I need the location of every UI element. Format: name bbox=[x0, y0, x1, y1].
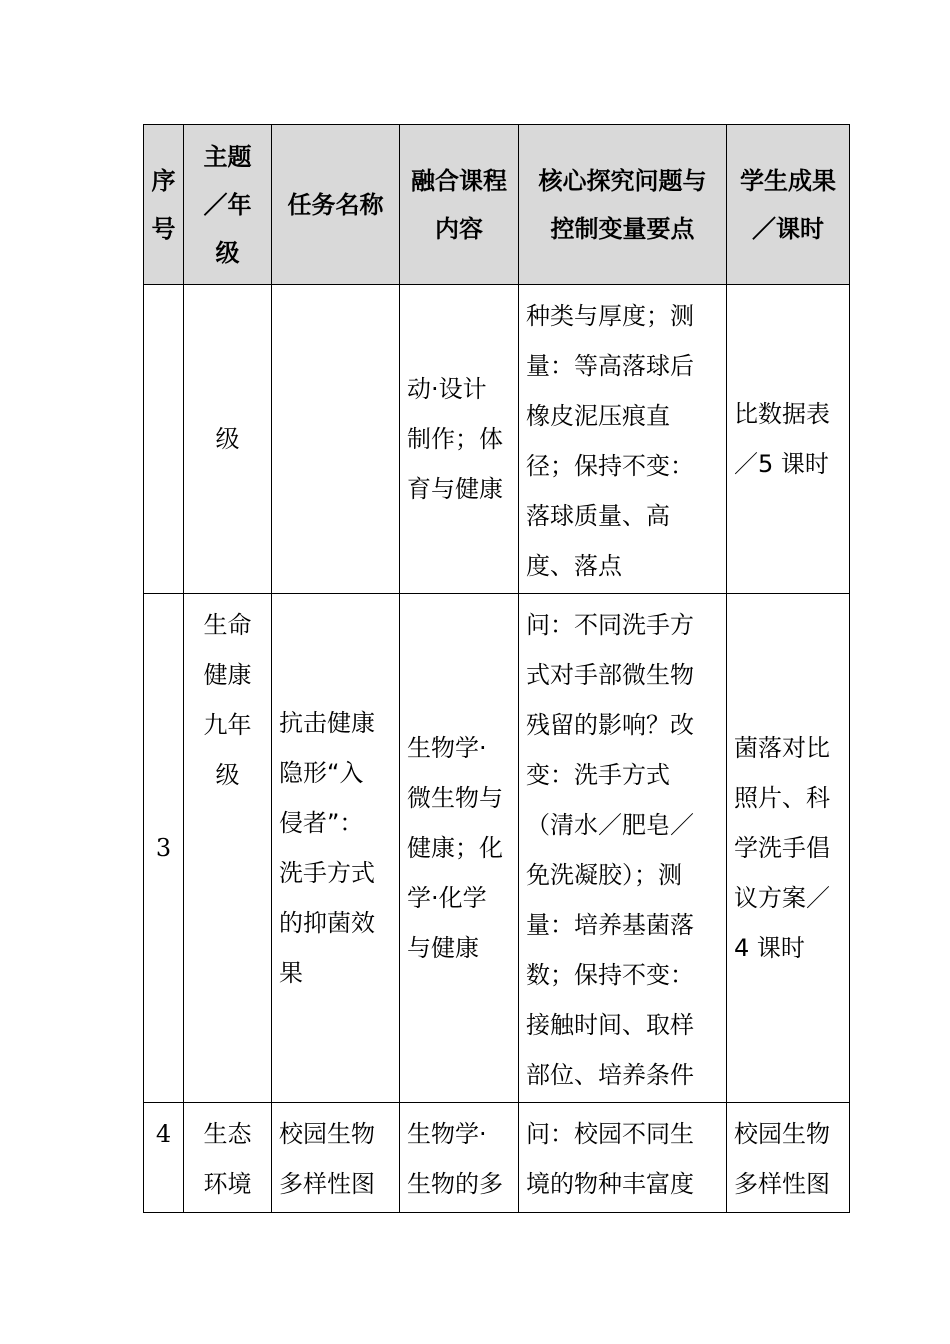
row-course: 生物学· 生物的多 bbox=[400, 1103, 519, 1213]
table-row bbox=[144, 285, 850, 594]
row-result: 菌落对比 照片、科 学洗手倡 议方案／ 4 课时 bbox=[727, 594, 850, 1103]
header-course-content: 融合课程 内容 bbox=[400, 125, 519, 285]
row-question: 问：不同洗手方 式对手部微生物 残留的影响？改 变：洗手方式 （清水／肥皂／ 免洗凝胶）；测 量：培养基菌落 数；保持不变： 接触时间、取样 部位、培养条件 bbox=[519, 594, 727, 1103]
row-theme: 生态 环境 bbox=[184, 1103, 272, 1213]
row-result: 校园生物 多样性图 bbox=[727, 1103, 850, 1213]
header-core-question: 核心探究问题与 控制变量要点 bbox=[519, 125, 727, 285]
row-task: 校园生物 多样性图 bbox=[272, 1103, 400, 1213]
header-theme-grade: 主题 ／年 级 bbox=[184, 125, 272, 285]
row-result: 比数据表 ／5 课时 bbox=[727, 285, 850, 594]
row-number bbox=[144, 285, 184, 594]
row-task bbox=[272, 285, 400, 594]
table-header-row bbox=[144, 125, 850, 285]
row-theme: 生命 健康 九年 级 bbox=[184, 594, 272, 1103]
header-task-name: 任务名称 bbox=[272, 125, 400, 285]
row-number: 4 bbox=[144, 1103, 184, 1213]
row-course: 动·设计 制作；体 育与健康 bbox=[400, 285, 519, 594]
header-number: 序 号 bbox=[144, 125, 184, 285]
row-course: 生物学· 微生物与 健康；化 学·化学 与健康 bbox=[400, 594, 519, 1103]
row-theme: 级 bbox=[184, 285, 272, 594]
table-row bbox=[144, 594, 850, 1103]
row-question: 种类与厚度；测 量：等高落球后 橡皮泥压痕直 径；保持不变： 落球质量、高 度、落点 bbox=[519, 285, 727, 594]
row-number: 3 bbox=[144, 594, 184, 1103]
curriculum-table bbox=[143, 124, 850, 1213]
table-row bbox=[144, 1103, 850, 1213]
header-result-hours: 学生成果 ／课时 bbox=[727, 125, 850, 285]
row-question: 问：校园不同生 境的物种丰富度 bbox=[519, 1103, 727, 1213]
row-task: 抗击健康 隐形“入 侵者”： 洗手方式 的抑菌效 果 bbox=[272, 594, 400, 1103]
